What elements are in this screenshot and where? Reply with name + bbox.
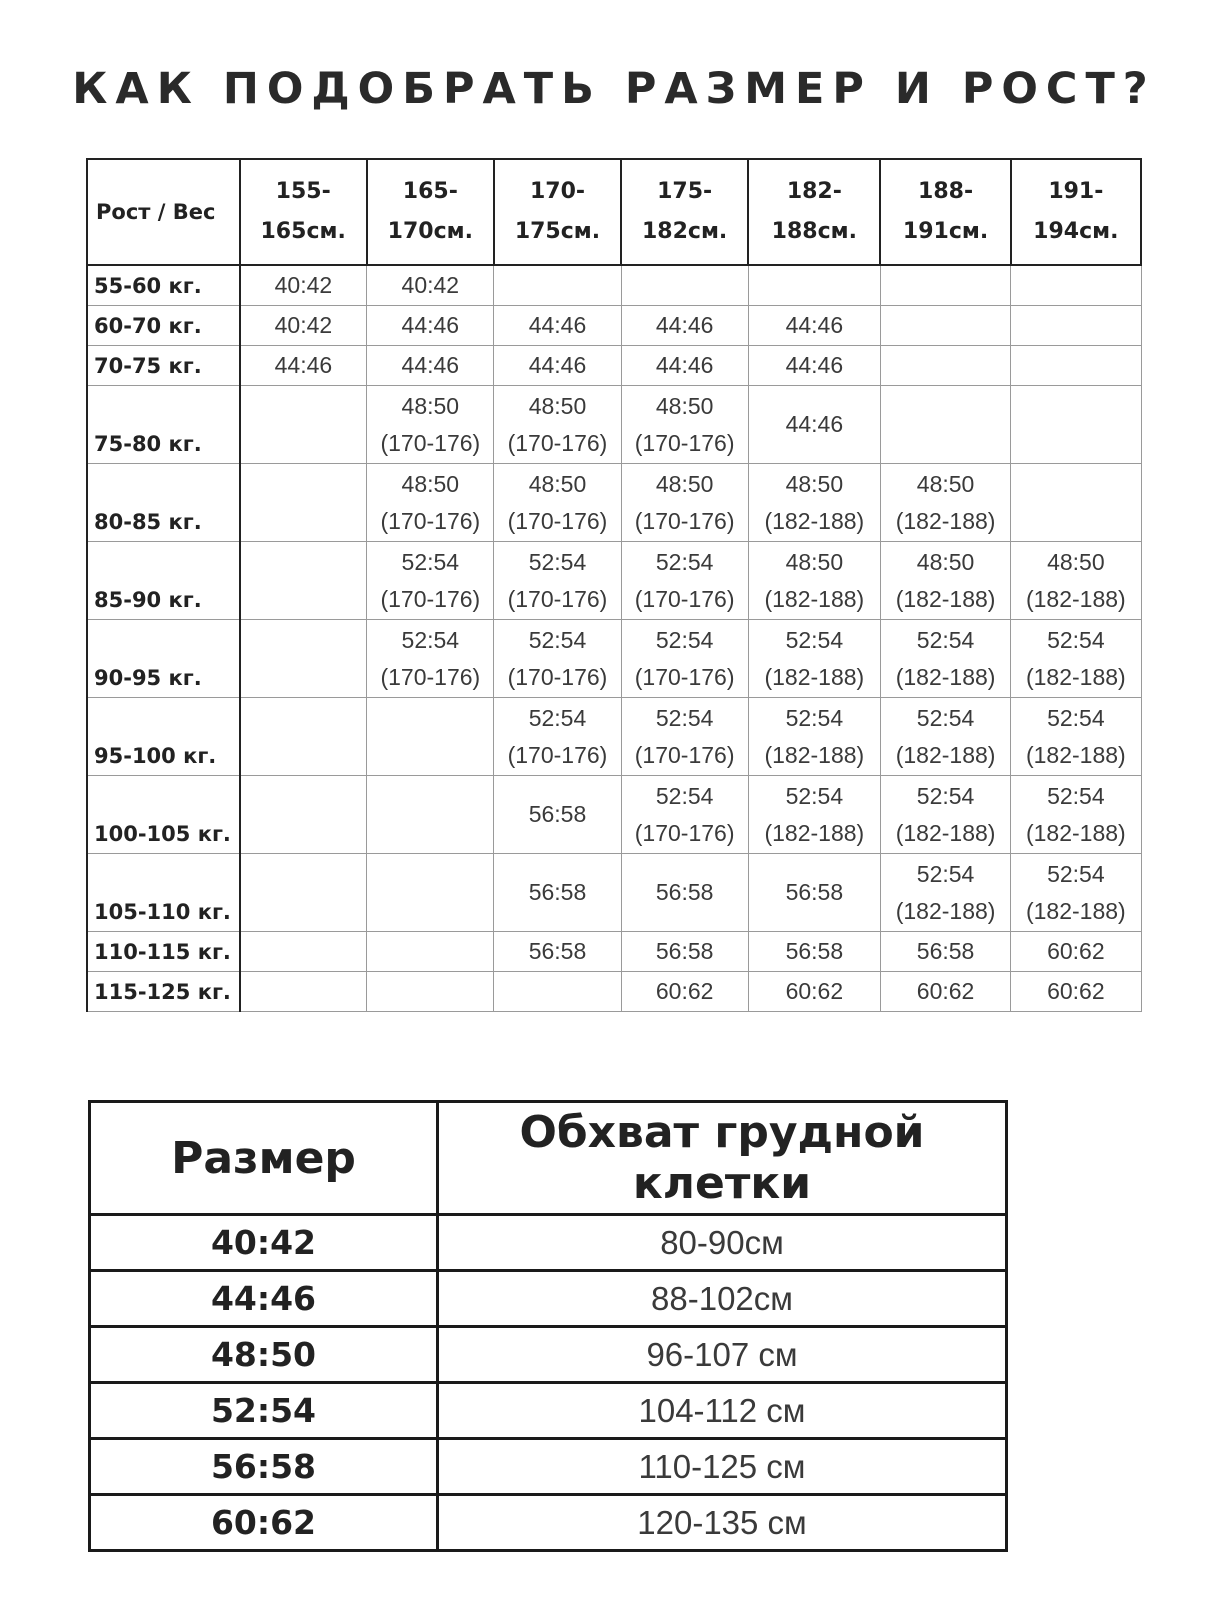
size-height-note: (182-188) <box>1025 585 1126 612</box>
size-cell <box>494 386 621 464</box>
size-value: 56:58 <box>90 1439 438 1495</box>
size-height-note: (170-176) <box>507 741 608 768</box>
size-height-note: (170-176) <box>380 585 481 612</box>
size-cell <box>880 932 1010 972</box>
size-value: 44:46 <box>655 312 714 338</box>
size-height-note: (182-188) <box>895 897 996 924</box>
size-cell <box>880 542 1010 620</box>
size-value: 52:54 <box>90 1383 438 1439</box>
grid-row <box>87 972 1141 1012</box>
grid-row <box>87 346 1141 386</box>
grid-row <box>87 932 1141 972</box>
size-cell <box>880 776 1010 854</box>
height-range: 175-182 <box>641 179 713 244</box>
size-value: 40:42 <box>274 312 333 338</box>
height-unit: см. <box>687 219 728 244</box>
size-height-note: (170-176) <box>380 429 481 456</box>
size-height-note: (170-176) <box>634 585 735 612</box>
size-value: 48:50 <box>916 470 975 497</box>
weight-label: 75-80 кг. <box>87 386 240 464</box>
size-height-note: (182-188) <box>895 663 996 690</box>
size-cell <box>880 306 1010 346</box>
size-value: 52:54 <box>916 782 975 809</box>
height-column-header <box>1011 159 1141 265</box>
size-cell <box>621 542 748 620</box>
size-value: 44:46 <box>90 1271 438 1327</box>
size-cell <box>748 776 880 854</box>
size-cell <box>494 620 621 698</box>
size-height-note: (182-188) <box>1025 741 1126 768</box>
size-cell <box>494 972 621 1012</box>
size-value: 52:54 <box>785 626 844 653</box>
size-value: 48:50 <box>528 470 587 497</box>
height-range: 188-191 <box>902 179 974 244</box>
size-value: 52:54 <box>401 626 460 653</box>
size-cell <box>621 854 748 932</box>
size-cell <box>240 972 367 1012</box>
size-cell <box>240 265 367 306</box>
weight-label: 85-90 кг. <box>87 542 240 620</box>
size-cell <box>367 346 494 386</box>
size-height-note: (170-176) <box>507 507 608 534</box>
size-value: 48:50 <box>655 392 714 419</box>
size-value: 48:50 <box>785 548 844 575</box>
size-cell <box>240 932 367 972</box>
grid-row <box>87 464 1141 542</box>
size-cell <box>748 265 880 306</box>
size-cell <box>367 620 494 698</box>
size-cell <box>367 698 494 776</box>
size-value: 44:46 <box>785 312 844 338</box>
size-cell <box>880 854 1010 932</box>
size-value: 48:50 <box>401 392 460 419</box>
grid-row <box>87 620 1141 698</box>
size-value: 44:46 <box>785 411 844 437</box>
size-height-note: (170-176) <box>634 507 735 534</box>
size-cell <box>748 346 880 386</box>
size-value: 56:58 <box>528 879 587 905</box>
size-value: 56:58 <box>655 938 714 964</box>
size-value: 44:46 <box>528 352 587 378</box>
size-cell <box>621 698 748 776</box>
size-value: 56:58 <box>528 938 587 964</box>
size-height-note: (182-188) <box>764 663 865 690</box>
size-cell <box>1011 306 1141 346</box>
size-height-note: (182-188) <box>895 585 996 612</box>
size-cell <box>1011 386 1141 464</box>
height-range: 165-170 <box>387 179 458 244</box>
size-height-note: (170-176) <box>634 429 735 456</box>
height-range: 182-188 <box>771 179 842 244</box>
weight-label: 110-115 кг. <box>87 932 240 972</box>
size-height-note: (182-188) <box>764 507 865 534</box>
size-cell <box>1011 854 1141 932</box>
height-column-header <box>621 159 748 265</box>
size-cell <box>240 306 367 346</box>
size-cell <box>748 972 880 1012</box>
grid-row <box>87 698 1141 776</box>
height-column-header <box>367 159 494 265</box>
grid-row <box>87 306 1141 346</box>
size-cell <box>880 464 1010 542</box>
size-cell <box>1011 464 1141 542</box>
size-cell <box>621 386 748 464</box>
size-value: 56:58 <box>916 938 975 964</box>
size-cell <box>240 776 367 854</box>
weight-label: 80-85 кг. <box>87 464 240 542</box>
size-cell <box>748 620 880 698</box>
size-height-note: (170-176) <box>380 663 481 690</box>
size-cell <box>367 542 494 620</box>
chest-measurement: 120-135 см <box>438 1495 1007 1551</box>
size-cell <box>240 854 367 932</box>
height-column-header <box>494 159 621 265</box>
chest-row <box>90 1383 1007 1439</box>
size-cell <box>880 386 1010 464</box>
size-value: 52:54 <box>1047 782 1105 809</box>
size-cell <box>367 972 494 1012</box>
size-height-note: (170-176) <box>634 663 735 690</box>
size-cell <box>1011 932 1141 972</box>
size-cell <box>621 932 748 972</box>
grid-row <box>87 386 1141 464</box>
size-height-note: (170-176) <box>507 585 608 612</box>
size-cell <box>494 542 621 620</box>
size-value: 52:54 <box>1047 626 1105 653</box>
size-cell <box>494 265 621 306</box>
size-height-note: (170-176) <box>380 507 481 534</box>
chest-row <box>90 1495 1007 1551</box>
size-value: 52:54 <box>1047 704 1105 731</box>
size-value: 52:54 <box>528 704 587 731</box>
size-value: 40:42 <box>274 272 333 298</box>
size-cell <box>494 854 621 932</box>
size-cell <box>240 542 367 620</box>
chest-measurement: 104-112 см <box>438 1383 1007 1439</box>
size-value: 44:46 <box>785 352 844 378</box>
size-value: 40:42 <box>401 272 460 298</box>
height-range: 191-194 <box>1033 179 1104 244</box>
weight-label: 115-125 кг. <box>87 972 240 1012</box>
chest-size-table <box>88 1100 1008 1552</box>
size-value: 52:54 <box>785 782 844 809</box>
weight-label: 105-110 кг. <box>87 854 240 932</box>
weight-label: 55-60 кг. <box>87 265 240 306</box>
size-cell <box>1011 698 1141 776</box>
size-cell <box>367 306 494 346</box>
size-height-note: (182-188) <box>764 741 865 768</box>
size-value: 44:46 <box>528 312 587 338</box>
size-cell <box>367 386 494 464</box>
size-cell <box>494 776 621 854</box>
chest-row <box>90 1271 1007 1327</box>
size-cell <box>621 972 748 1012</box>
size-value: 48:50 <box>401 470 460 497</box>
size-cell <box>621 776 748 854</box>
size-cell <box>621 265 748 306</box>
size-cell <box>367 776 494 854</box>
size-cell <box>240 620 367 698</box>
height-range: 155-165 <box>260 179 331 244</box>
height-unit: см. <box>433 219 473 244</box>
size-height-note: (170-176) <box>507 663 608 690</box>
size-cell <box>621 346 748 386</box>
size-value: 52:54 <box>655 626 714 653</box>
size-height-note: (182-188) <box>895 507 996 534</box>
size-cell <box>240 386 367 464</box>
size-cell <box>621 620 748 698</box>
size-value: 52:54 <box>916 860 975 887</box>
chest-row <box>90 1215 1007 1271</box>
size-height-note: (170-176) <box>634 741 735 768</box>
size-cell <box>748 854 880 932</box>
size-cell <box>240 698 367 776</box>
size-value: 52:54 <box>916 626 975 653</box>
size-cell <box>880 620 1010 698</box>
height-unit: см. <box>560 219 601 244</box>
chest-measurement: 110-125 см <box>438 1439 1007 1495</box>
size-cell <box>1011 972 1141 1012</box>
size-cell <box>748 306 880 346</box>
size-cell <box>621 464 748 542</box>
grid-row <box>87 854 1141 932</box>
size-height-note: (182-188) <box>764 819 865 846</box>
size-value: 60:62 <box>90 1495 438 1551</box>
size-cell <box>1011 265 1141 306</box>
size-cell <box>494 346 621 386</box>
size-cell <box>494 932 621 972</box>
chest-row <box>90 1439 1007 1495</box>
chest-measurement: 80-90см <box>438 1215 1007 1271</box>
height-unit: см. <box>1079 219 1119 244</box>
size-cell <box>367 464 494 542</box>
size-cell <box>1011 620 1141 698</box>
size-value: 52:54 <box>916 704 975 731</box>
size-value: 60:62 <box>655 978 714 1004</box>
size-column-header: Размер <box>90 1102 438 1215</box>
size-cell <box>748 386 880 464</box>
chest-measurement: 96-107 см <box>438 1327 1007 1383</box>
size-cell <box>880 346 1010 386</box>
size-value: 52:54 <box>401 548 460 575</box>
grid-row <box>87 542 1141 620</box>
grid-corner-label: Рост / Вес <box>87 159 240 265</box>
size-cell <box>621 306 748 346</box>
height-unit: см. <box>306 219 346 244</box>
size-value: 56:58 <box>785 938 844 964</box>
size-cell <box>494 306 621 346</box>
size-value: 60:62 <box>785 978 844 1004</box>
weight-label: 60-70 кг. <box>87 306 240 346</box>
size-cell <box>748 542 880 620</box>
size-height-note: (182-188) <box>895 819 996 846</box>
size-value: 60:62 <box>1047 938 1105 964</box>
size-cell <box>494 698 621 776</box>
size-height-note: (170-176) <box>507 429 608 456</box>
size-value: 56:58 <box>528 801 587 827</box>
weight-label: 90-95 кг. <box>87 620 240 698</box>
size-cell <box>1011 776 1141 854</box>
height-unit: см. <box>948 219 989 244</box>
size-height-note: (182-188) <box>1025 819 1126 846</box>
size-value: 52:54 <box>655 782 714 809</box>
page-title: КАК ПОДОБРАТЬ РАЗМЕР И РОСТ? <box>72 64 1156 114</box>
size-cell <box>367 265 494 306</box>
size-cell <box>880 265 1010 306</box>
chest-header-row <box>90 1102 1007 1215</box>
chest-column-header: Обхват грудной клетки <box>438 1102 1007 1215</box>
size-cell <box>1011 542 1141 620</box>
grid-row <box>87 265 1141 306</box>
size-value: 52:54 <box>1047 860 1105 887</box>
size-grid-table <box>86 158 1142 1012</box>
size-cell <box>367 932 494 972</box>
weight-label: 70-75 кг. <box>87 346 240 386</box>
weight-label: 95-100 кг. <box>87 698 240 776</box>
size-height-note: (182-188) <box>895 741 996 768</box>
size-value: 56:58 <box>785 879 844 905</box>
size-cell <box>240 346 367 386</box>
size-cell <box>748 698 880 776</box>
size-value: 44:46 <box>274 352 333 378</box>
size-height-note: (170-176) <box>634 819 735 846</box>
size-cell <box>367 854 494 932</box>
size-value: 44:46 <box>655 352 714 378</box>
height-column-header <box>748 159 880 265</box>
size-value: 48:50 <box>90 1327 438 1383</box>
size-cell <box>240 464 367 542</box>
size-value: 44:46 <box>401 352 460 378</box>
size-cell <box>1011 346 1141 386</box>
size-value: 60:62 <box>916 978 975 1004</box>
size-height-note: (182-188) <box>1025 663 1126 690</box>
size-value: 52:54 <box>528 548 587 575</box>
size-cell <box>494 464 621 542</box>
size-cell <box>880 972 1010 1012</box>
size-value: 48:50 <box>785 470 844 497</box>
size-value: 52:54 <box>655 704 714 731</box>
size-cell <box>748 932 880 972</box>
chest-measurement: 88-102см <box>438 1271 1007 1327</box>
height-unit: см. <box>817 219 857 244</box>
height-column-header <box>240 159 367 265</box>
size-cell <box>880 698 1010 776</box>
chest-row <box>90 1327 1007 1383</box>
size-value: 52:54 <box>655 548 714 575</box>
size-height-note: (182-188) <box>764 585 865 612</box>
size-value: 52:54 <box>785 704 844 731</box>
size-value: 56:58 <box>655 879 714 905</box>
size-value: 48:50 <box>916 548 975 575</box>
weight-label: 100-105 кг. <box>87 776 240 854</box>
height-range: 170-175 <box>514 179 586 244</box>
grid-row <box>87 776 1141 854</box>
size-value: 60:62 <box>1047 978 1105 1004</box>
size-value: 40:42 <box>90 1215 438 1271</box>
grid-header-row <box>87 159 1141 265</box>
size-value: 52:54 <box>528 626 587 653</box>
size-value: 48:50 <box>655 470 714 497</box>
size-height-note: (182-188) <box>1025 897 1126 924</box>
height-column-header <box>880 159 1010 265</box>
size-cell <box>748 464 880 542</box>
size-value: 44:46 <box>401 312 460 338</box>
size-value: 48:50 <box>528 392 587 419</box>
size-value: 48:50 <box>1047 548 1105 575</box>
